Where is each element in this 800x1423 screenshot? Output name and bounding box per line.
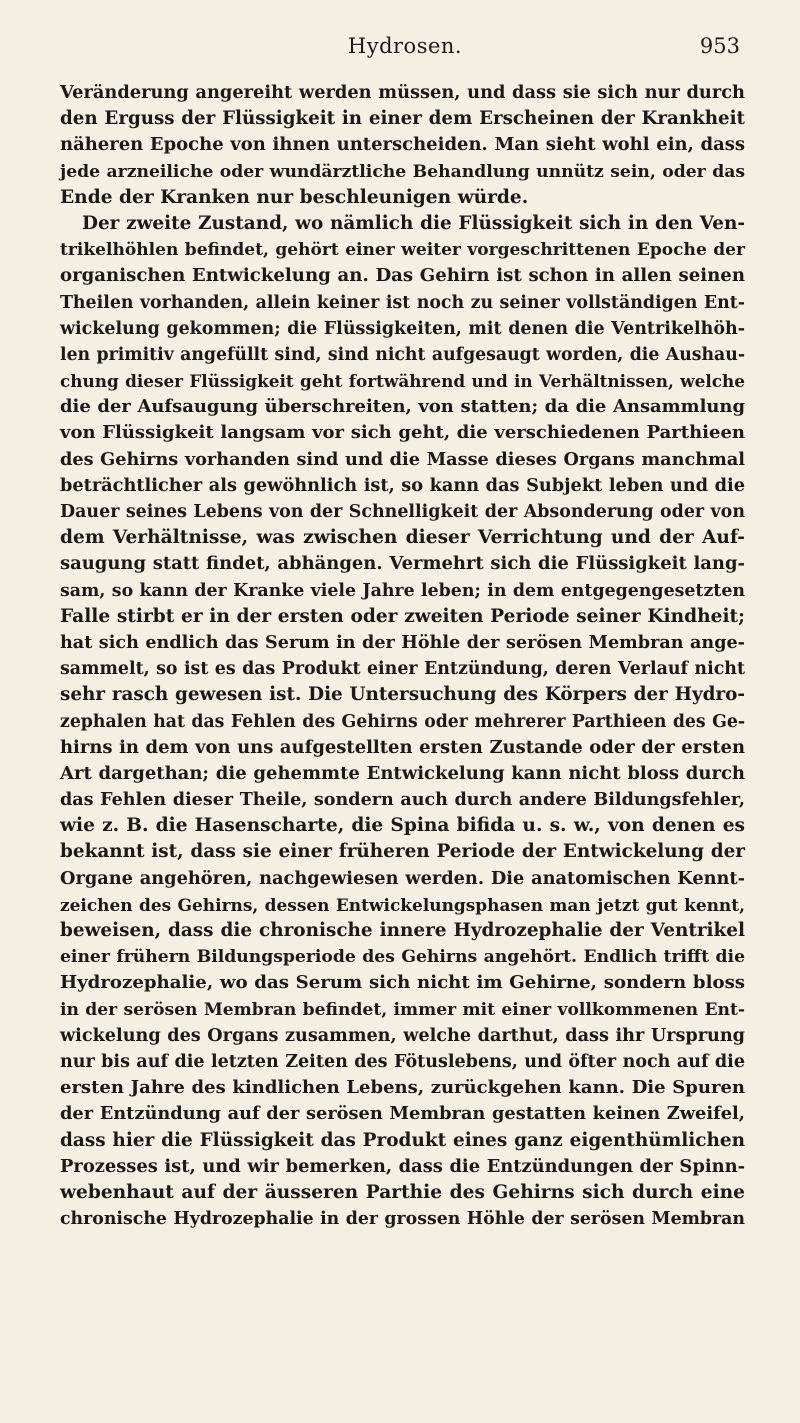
page-header (70, 34, 740, 66)
text-line: die der Aufsaugung überschreiten, von statten; da die Ansammlung (60, 396, 745, 418)
running-title: Hydrosen. (347, 34, 463, 58)
body-text (60, 80, 745, 1232)
text-line: bekannt ist, dass sie einer früheren Periode der Entwickelung der (60, 841, 745, 863)
text-line: trikelhöhlen befindet, gehört einer weiter vorgeschrittenen Epoche der (60, 240, 745, 261)
text-line: Der zweite Zustand, wo nämlich die Flüssigkeit sich in den Ven- (82, 212, 745, 234)
text-line: des Gehirns vorhanden sind und die Masse dieses Organs manchmal (60, 448, 745, 470)
text-line: dem Verhältnisse, was zwischen dieser Verrichtung und der Auf- (60, 527, 745, 549)
text-line: den Erguss der Flüssigkeit in einer dem Erscheinen der Krankheit (60, 108, 745, 130)
text-line: organischen Entwickelung an. Das Gehirn ist schon in allen seinen (60, 265, 745, 287)
text-line: Falle stirbt er in der ersten oder zweiten Periode seiner Kindheit; (60, 605, 745, 627)
text-line: wickelung gekommen; die Flüssigkeiten, mit denen die Ventrikelhöh- (60, 318, 745, 339)
text-line: hat sich endlich das Serum in der Höhle der serösen Membran ange- (60, 631, 745, 653)
text-line: nur bis auf die letzten Zeiten des Fötuslebens, und öfter noch auf die (60, 1051, 745, 1072)
text-line: len primitiv angefüllt sind, sind nicht aufgesaugt worden, die Aushau- (60, 344, 745, 365)
text-line: webenhaut auf der äusseren Parthie des Gehirns sich durch eine (60, 1181, 745, 1203)
text-line: jede arzneiliche oder wundärztliche Behandlung unnütz sein, oder das (60, 161, 745, 182)
text-line: dass hier die Flüssigkeit das Produkt eines ganz eigenthümlichen (60, 1129, 745, 1151)
text-line: Dauer seines Lebens von der Schnelligkeit der Absonderung oder von (60, 502, 745, 522)
text-line: Theilen vorhanden, allein keiner ist noch zu seiner vollständigen Ent- (60, 292, 745, 313)
text-line: Ende der Kranken nur beschleunigen würde. (60, 186, 529, 208)
text-line: Veränderung angereiht werden müssen, und dass sie sich nur durch (60, 82, 745, 103)
text-line: das Fehlen dieser Theile, sondern auch durch andere Bildungsfehler, (60, 790, 745, 811)
text-line: chronische Hydrozephalie in der grossen Höhle der serösen Membran (60, 1209, 745, 1230)
text-line: beweisen, dass die chronische innere Hydrozephalie der Ventrikel (60, 920, 745, 941)
text-line: sammelt, so ist es das Produkt einer Entzündung, deren Verlauf nicht (60, 659, 745, 680)
text-line: Prozesses ist, und wir bemerken, dass die Entzündungen der Spinn- (60, 1155, 745, 1177)
text-line: beträchtlicher als gewöhnlich ist, so kann das Subjekt leben und die (60, 474, 745, 496)
text-line: Hydrozephalie, wo das Serum sich nicht im Gehirne, sondern bloss (60, 972, 745, 994)
text-line: wie z. B. die Hasenscharte, die Spina bifida u. s. w., von denen es (60, 815, 745, 837)
text-line: der Entzündung auf der serösen Membran gestatten keinen Zweifel, (60, 1103, 745, 1125)
text-line: von Flüssigkeit langsam vor sich geht, die verschiedenen Parthieen (60, 422, 745, 444)
text-line: chung dieser Flüssigkeit geht fortwährend und in Verhältnissen, welche (60, 371, 745, 392)
text-line: näheren Epoche von ihnen unterscheiden. Man sieht wohl ein, dass (60, 134, 745, 156)
text-line: saugung statt findet, abhängen. Vermehrt sich die Flüssigkeit lang- (60, 553, 745, 575)
page-number: 953 (699, 34, 740, 58)
text-line: in der serösen Membran befindet, immer mit einer vollkommenen Ent- (60, 999, 745, 1020)
text-line: Organe angehören, nachgewiesen werden. Die anatomischen Kennt- (60, 867, 745, 889)
text-line: zeichen des Gehirns, dessen Entwickelungsphasen man jetzt gut kennt, (60, 894, 745, 915)
text-line: wickelung des Organs zusammen, welche darthut, dass ihr Ursprung (60, 1024, 745, 1046)
text-line: einer frühern Bildungsperiode des Gehirns angehört. Endlich trifft die (60, 947, 745, 968)
text-line: Art dargethan; die gehemmte Entwickelung kann nicht bloss durch (60, 762, 745, 784)
text-line: sam, so kann der Kranke viele Jahre leben; in dem entgegengesetzten (60, 580, 745, 601)
text-line: sehr rasch gewesen ist. Die Untersuchung des Körpers der Hydro- (60, 684, 745, 706)
text-line: zephalen hat das Fehlen des Gehirns oder mehrerer Parthieen des Ge- (60, 711, 745, 732)
text-line: ersten Jahre des kindlichen Lebens, zurückgehen kann. Die Spuren (60, 1077, 745, 1099)
text-line: hirns in dem von uns aufgestellten ersten Zustande oder der ersten (60, 736, 745, 758)
